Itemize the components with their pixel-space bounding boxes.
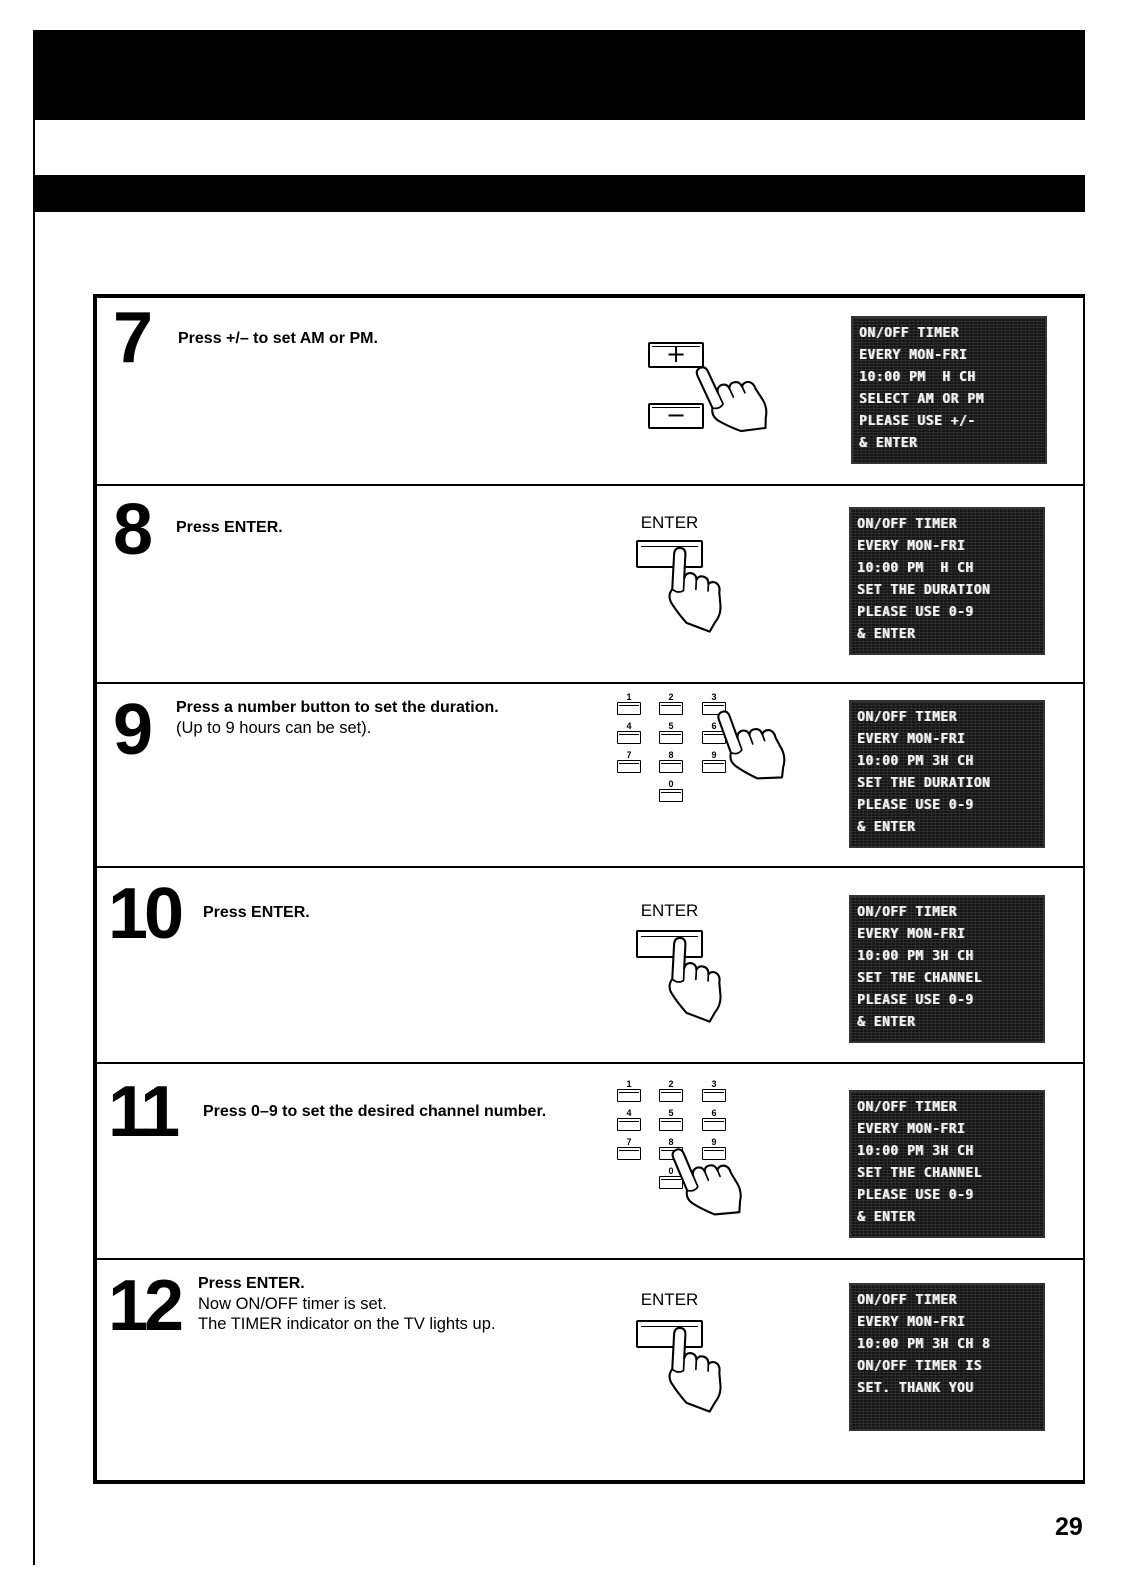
keypad-label-6: 6 — [711, 721, 717, 731]
pointing-hand-icon — [661, 545, 731, 633]
step-text — [176, 698, 499, 738]
step-instruction: Press ENTER. — [203, 904, 310, 921]
keypad-label-5: 5 — [668, 721, 674, 731]
tv-screen-line: & ENTER — [857, 1015, 916, 1030]
keypad-key-2 — [659, 1089, 683, 1102]
step-number: 12 — [108, 1266, 181, 1346]
left-margin-rule — [33, 30, 35, 1565]
step-text — [178, 329, 378, 349]
step-note: (Up to 9 hours can be set). — [176, 719, 372, 737]
numeric-keypad — [612, 692, 728, 804]
tv-screen-line: & ENTER — [857, 1210, 916, 1225]
header-bar — [33, 30, 1085, 120]
keypad-key-4 — [617, 1118, 641, 1131]
step-note: Now ON/OFF timer is set. — [198, 1295, 387, 1313]
tv-screen-line: 10:00 PM 3H CH 8 — [857, 1337, 991, 1352]
step-text — [203, 1102, 546, 1122]
minus-button: − — [648, 403, 704, 429]
tv-screen-line: EVERY MON-FRI — [859, 348, 968, 363]
plus-button: + — [648, 342, 704, 368]
tv-screen — [849, 507, 1045, 655]
step-number: 10 — [108, 874, 181, 954]
step-10 — [97, 866, 1083, 1062]
step-instruction: Press ENTER. — [176, 519, 283, 536]
tv-screen-line: ON/OFF TIMER — [857, 1100, 957, 1115]
keypad-label-8: 8 — [668, 750, 674, 760]
tv-screen-line: 10:00 PM 3H CH — [857, 1144, 974, 1159]
keypad-key-4 — [617, 731, 641, 744]
step-9 — [97, 682, 1083, 866]
tv-screen-line: PLEASE USE 0-9 — [857, 993, 974, 1008]
tv-screen-line: 10:00 PM 3H CH — [857, 949, 974, 964]
pointing-hand-icon — [661, 935, 731, 1023]
keypad-label-2: 2 — [668, 692, 674, 702]
step-11 — [97, 1062, 1083, 1258]
page-number: 29 — [1055, 1513, 1083, 1541]
keypad-label-9: 9 — [711, 750, 717, 760]
keypad-key-1 — [617, 1089, 641, 1102]
tv-screen — [849, 700, 1045, 848]
keypad-key-3 — [702, 1089, 726, 1102]
tv-screen — [851, 316, 1047, 464]
enter-label: ENTER — [640, 901, 699, 920]
keypad-label-2: 2 — [668, 1079, 674, 1089]
section-bar — [33, 175, 1085, 212]
tv-screen-line: ON/OFF TIMER IS — [857, 1359, 982, 1374]
tv-screen-line: ON/OFF TIMER — [859, 326, 959, 341]
step-number: 8 — [113, 490, 150, 570]
tv-screen-line: PLEASE USE 0-9 — [857, 798, 974, 813]
tv-screen-line: SELECT AM OR PM — [859, 392, 984, 407]
step-instruction: Press ENTER. — [198, 1275, 305, 1292]
keypad-key-0 — [659, 789, 683, 802]
tv-screen-line: EVERY MON-FRI — [857, 732, 966, 747]
step-text — [198, 1274, 495, 1334]
keypad-key-7 — [617, 760, 641, 773]
tv-screen-line: SET THE CHANNEL — [857, 1166, 982, 1181]
step-text — [176, 518, 283, 538]
keypad-label-6: 6 — [711, 1108, 717, 1118]
keypad-label-4: 4 — [626, 1108, 632, 1118]
step-7 — [97, 298, 1083, 484]
step-number: 7 — [113, 298, 150, 378]
tv-screen-line: SET THE DURATION — [857, 776, 991, 791]
keypad-label-5: 5 — [668, 1108, 674, 1118]
tv-screen-line: EVERY MON-FRI — [857, 1315, 966, 1330]
step-instruction: Press 0–9 to set the desired channel number. — [203, 1103, 547, 1120]
tv-screen-line: EVERY MON-FRI — [857, 539, 966, 554]
tv-screen-line: ON/OFF TIMER — [857, 710, 957, 725]
tv-screen-line: ON/OFF TIMER — [857, 517, 957, 532]
keypad-label-1: 1 — [626, 692, 632, 702]
keypad-key-1 — [617, 702, 641, 715]
tv-screen-line: ON/OFF TIMER — [857, 905, 957, 920]
tv-screen — [849, 895, 1045, 1043]
tv-screen-line: PLEASE USE +/- — [859, 414, 976, 429]
keypad-label-7: 7 — [626, 1137, 632, 1147]
tv-screen-line: PLEASE USE 0-9 — [857, 1188, 974, 1203]
tv-screen-line: 10:00 PM H CH — [859, 370, 976, 385]
keypad-label-4: 4 — [626, 721, 632, 731]
keypad-label-0: 0 — [668, 1166, 674, 1176]
tv-screen-line: & ENTER — [857, 627, 916, 642]
tv-screen-line: SET THE DURATION — [857, 583, 991, 598]
step-text — [203, 903, 310, 923]
step-number: 11 — [108, 1072, 177, 1152]
keypad-label-3: 3 — [711, 692, 717, 702]
keypad-label-3: 3 — [711, 1079, 717, 1089]
keypad-label-1: 1 — [626, 1079, 632, 1089]
tv-screen-line: EVERY MON-FRI — [857, 927, 966, 942]
keypad-key-5 — [659, 1118, 683, 1131]
enter-label: ENTER — [640, 513, 699, 532]
tv-screen-line: PLEASE USE 0-9 — [857, 605, 974, 620]
step-12 — [97, 1258, 1083, 1480]
tv-screen-line: 10:00 PM 3H CH — [857, 754, 974, 769]
tv-screen-line: & ENTER — [857, 820, 916, 835]
enter-label: ENTER — [640, 1290, 699, 1309]
step-note: The TIMER indicator on the TV lights up. — [198, 1315, 496, 1333]
keypad-label-8: 8 — [668, 1137, 674, 1147]
tv-screen-line: EVERY MON-FRI — [857, 1122, 966, 1137]
tv-screen-line: & ENTER — [859, 436, 918, 451]
step-8 — [97, 484, 1083, 682]
keypad-key-2 — [659, 702, 683, 715]
keypad-key-9 — [702, 760, 726, 773]
keypad-label-7: 7 — [626, 750, 632, 760]
tv-screen — [849, 1283, 1045, 1431]
step-instruction: Press a number button to set the duration. — [176, 699, 499, 716]
tv-screen-line: SET. THANK YOU — [857, 1381, 974, 1396]
keypad-label-9: 9 — [711, 1137, 717, 1147]
step-instruction: Press +/– to set AM or PM. — [178, 330, 378, 347]
keypad-key-8 — [659, 760, 683, 773]
pointing-hand-icon — [661, 1325, 731, 1413]
keypad-key-7 — [617, 1147, 641, 1160]
steps-panel — [93, 294, 1085, 1484]
tv-screen — [849, 1090, 1045, 1238]
tv-screen-line: SET THE CHANNEL — [857, 971, 982, 986]
tv-screen-line: ON/OFF TIMER — [857, 1293, 957, 1308]
step-number: 9 — [113, 690, 150, 770]
keypad-label-0: 0 — [668, 779, 674, 789]
tv-screen-line: 10:00 PM H CH — [857, 561, 974, 576]
keypad-key-5 — [659, 731, 683, 744]
